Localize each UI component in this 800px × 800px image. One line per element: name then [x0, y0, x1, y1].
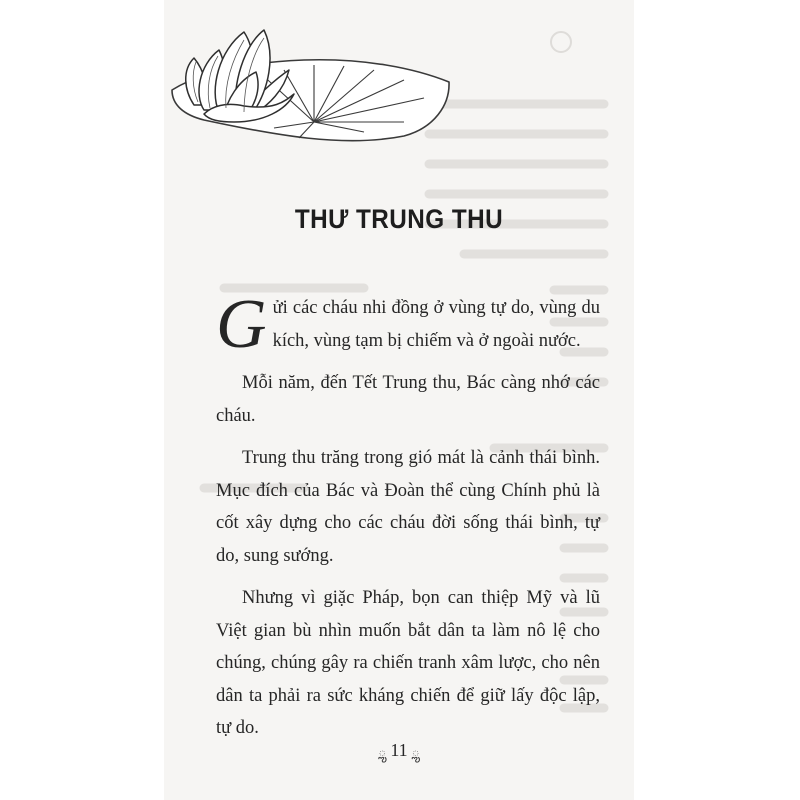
paragraph-2: Mỗi năm, đến Tết Trung thu, Bác càng nhớ các cháu. — [216, 373, 600, 426]
paragraph-3: Trung thu trăng trong gió mát là cảnh thái bình. Mục đích của Bác và Đoàn thể cùng Chính phủ là cốt xây dựng cho các cháu đời sống thái bình, tự do, sung sướng. — [216, 448, 600, 566]
ornament-left-icon: ౢ — [378, 745, 387, 760]
book-page — [164, 0, 634, 800]
paragraph-1 — [216, 286, 600, 363]
chapter-title: THƯ TRUNG THU — [294, 204, 504, 235]
page-number: 11 — [390, 740, 408, 760]
lotus-illustration — [164, 10, 454, 160]
drop-cap: G — [216, 286, 267, 363]
article-body — [216, 286, 600, 745]
paragraph-4: Nhưng vì giặc Pháp, bọn can thiệp Mỹ và lũ Việt gian bù nhìn muốn bắt dân ta làm nô lệ cho chúng, chúng gây ra chiến tranh xâm lược, cho nên dân ta phải ra sức kháng chiến để giữ lấy độc lập, tự do. — [216, 588, 600, 738]
paragraph-1-text: ửi các cháu nhi đồng ở vùng tự do, vùng du kích, vùng tạm bị chiếm và ở ngoài nước. — [272, 298, 600, 351]
page-footer — [164, 740, 634, 763]
ornament-right-icon: ౢ — [411, 745, 420, 760]
